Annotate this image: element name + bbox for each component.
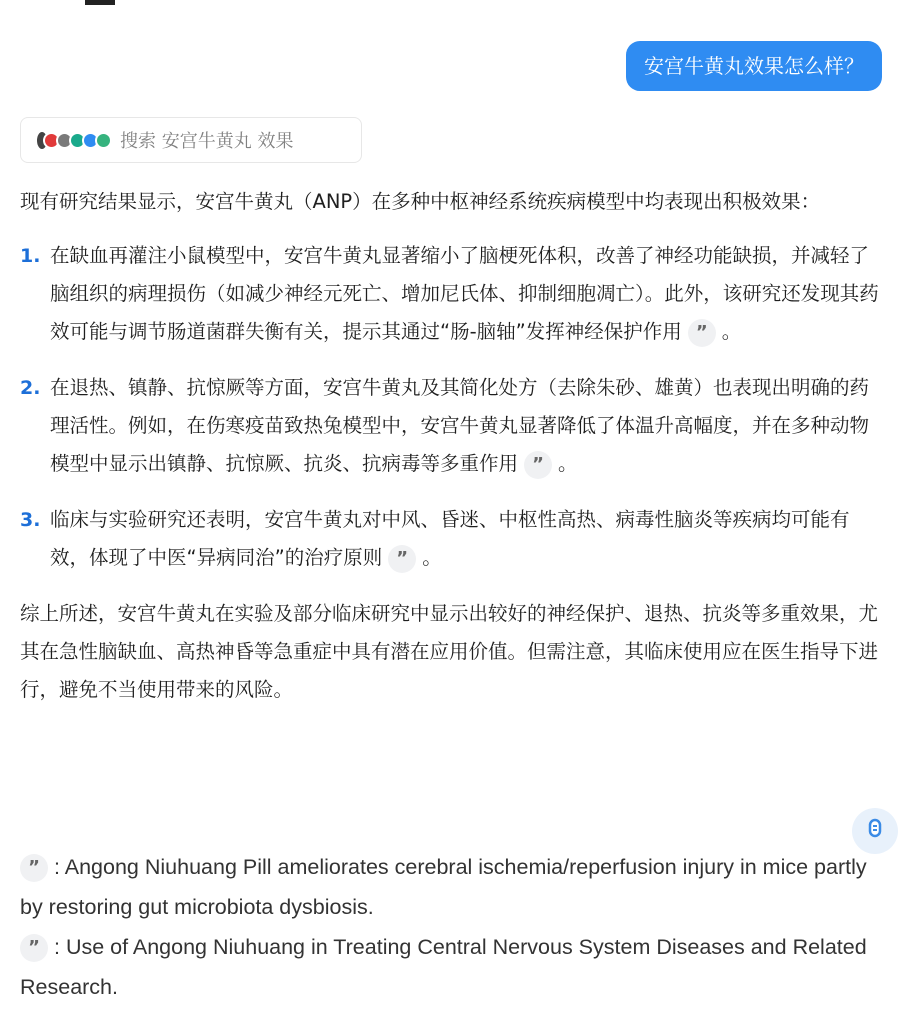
reference-quote-icon: ” xyxy=(20,934,48,962)
top-indicator-bar xyxy=(85,0,115,5)
list-item xyxy=(20,501,880,577)
list-number: 3. xyxy=(20,509,41,531)
search-query-text: 搜索 安宫牛黄丸 效果 xyxy=(120,131,294,152)
source-icon xyxy=(95,132,112,149)
references-list xyxy=(20,847,880,1007)
reference-quote-icon: ” xyxy=(20,854,48,882)
reference-item[interactable] xyxy=(20,847,880,927)
answer-summary: 综上所述，安宫牛黄丸在实验及部分临床研究中显示出较好的神经保护、退热、抗炎等多重效果，尤其在急性脑缺血、高热神昏等急重症中具有潜在应用价值。但需注意，其临床使用应在医生指导下进行，避免不当使用带来的风险。 xyxy=(20,602,879,701)
list-item xyxy=(20,237,880,351)
list-item xyxy=(20,369,880,483)
microphone-icon xyxy=(865,818,885,844)
reference-item[interactable] xyxy=(20,927,880,1007)
list-item-text: 在退热、镇静、抗惊厥等方面，安宫牛黄丸及其简化处方（去除朱砂、雄黄）也表现出明确的药理活性。例如，在伤寒疫苗致热兔模型中，安宫牛黄丸显著降低了体温升高幅度，并在多种动物模型中显示出镇静、抗惊厥、抗炎、抗病毒等多重作用 ” 。 xyxy=(50,369,880,483)
list-item-text: 临床与实验研究还表明，安宫牛黄丸对中风、昏迷、中枢性高热、病毒性脑炎等疾病均可能有效，体现了中医“异病同治”的治疗原则 ” 。 xyxy=(50,501,880,577)
reference-text: : Angong Niuhuang Pill ameliorates cerebral ischemia/reperfusion injury in mice partly by restoring gut microbiota dysbiosis. xyxy=(20,855,867,919)
citation-badge[interactable]: ” xyxy=(524,451,552,479)
search-source-chip[interactable] xyxy=(20,117,362,163)
answer-intro: 现有研究结果显示，安宫牛黄丸（ANP）在多种中枢神经系统疾病模型中均表现出积极效果： xyxy=(20,190,821,213)
answer-body xyxy=(20,183,880,709)
list-number: 1. xyxy=(20,245,41,267)
list-item-text: 在缺血再灌注小鼠模型中，安宫牛黄丸显著缩小了脑梗死体积，改善了神经功能缺损，并减轻了脑组织的病理损伤（如减少神经元死亡、增加尼氏体、抑制细胞凋亡）。此外，该研究还发现其药效可能与调节肠道菌群失衡有关，提示其通过“肠-脑轴”发挥神经保护作用 ” 。 xyxy=(50,237,880,351)
list-number: 2. xyxy=(20,377,41,399)
user-message-bubble: 安宫牛黄丸效果怎么样？ xyxy=(626,41,882,91)
citation-badge[interactable]: ” xyxy=(688,319,716,347)
reference-text: : Use of Angong Niuhuang in Treating Central Nervous System Diseases and Related Research. xyxy=(20,935,867,999)
source-icons xyxy=(37,132,108,149)
citation-badge[interactable]: ” xyxy=(388,545,416,573)
